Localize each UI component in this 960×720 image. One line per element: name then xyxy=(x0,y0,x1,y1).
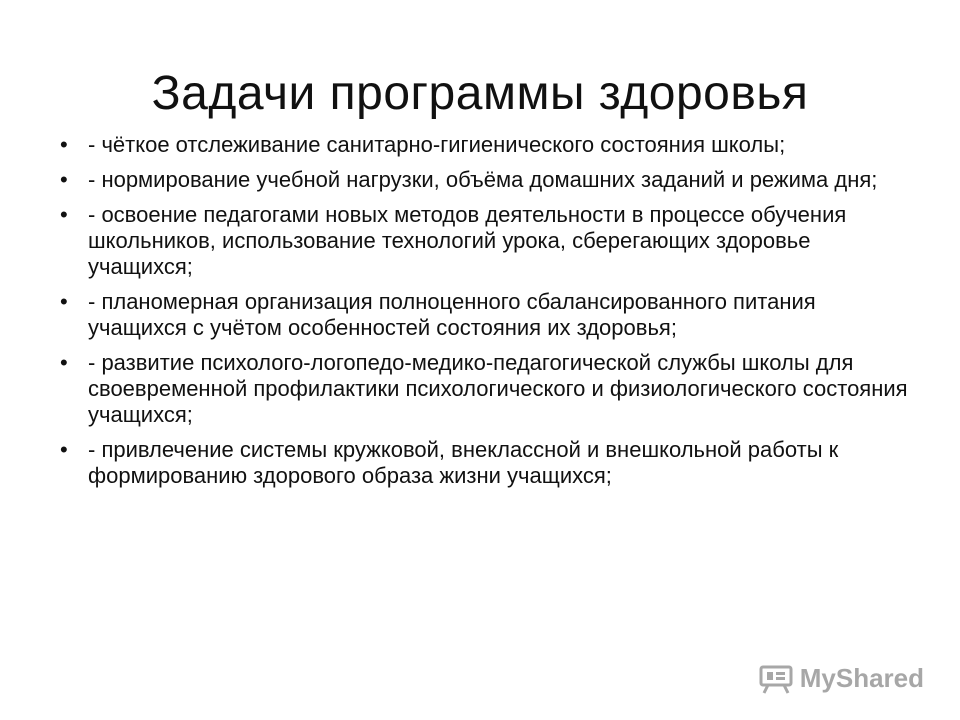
list-item xyxy=(48,437,908,489)
slide-title: Задачи программы здоровья xyxy=(151,67,809,120)
list-item xyxy=(48,202,908,280)
bullet-icon: • xyxy=(60,132,68,157)
list-item xyxy=(48,167,908,193)
bullet-list xyxy=(48,132,908,498)
list-item-text: - привлечение системы кружковой, внеклассной и внешкольной работы к формированию здорового образа жизни учащихся; xyxy=(88,437,839,488)
list-item-text: - освоение педагогами новых методов деятельности в процессе обучения школьников, использование технологий урока, сберегающих здоровье учащихся; xyxy=(88,202,847,279)
watermark-logo xyxy=(758,663,924,694)
list-item-text: - развитие психолого-логопедо-медико-педагогической службы школы для своевременной профилактики психологического и физиологического состояния учащихся; xyxy=(88,350,908,427)
list-item-text: - нормирование учебной нагрузки, объёма домашних заданий и режима дня; xyxy=(88,167,878,192)
watermark-text: MyShared xyxy=(799,663,924,693)
presentation-board-icon xyxy=(758,664,794,694)
bullet-icon: • xyxy=(60,289,68,314)
list-item xyxy=(48,132,908,158)
list-item-text: - планомерная организация полноценного сбалансированного питания учащихся с учётом особенностей состояния их здоровья; xyxy=(88,289,816,340)
bullet-icon: • xyxy=(60,350,68,375)
bullet-icon: • xyxy=(60,202,68,227)
list-item-text: - чёткое отслеживание санитарно-гигиенического состояния школы; xyxy=(88,132,786,157)
bullet-icon: • xyxy=(60,437,68,462)
list-item xyxy=(48,289,908,341)
list-item xyxy=(48,350,908,428)
bullet-icon: • xyxy=(60,167,68,192)
